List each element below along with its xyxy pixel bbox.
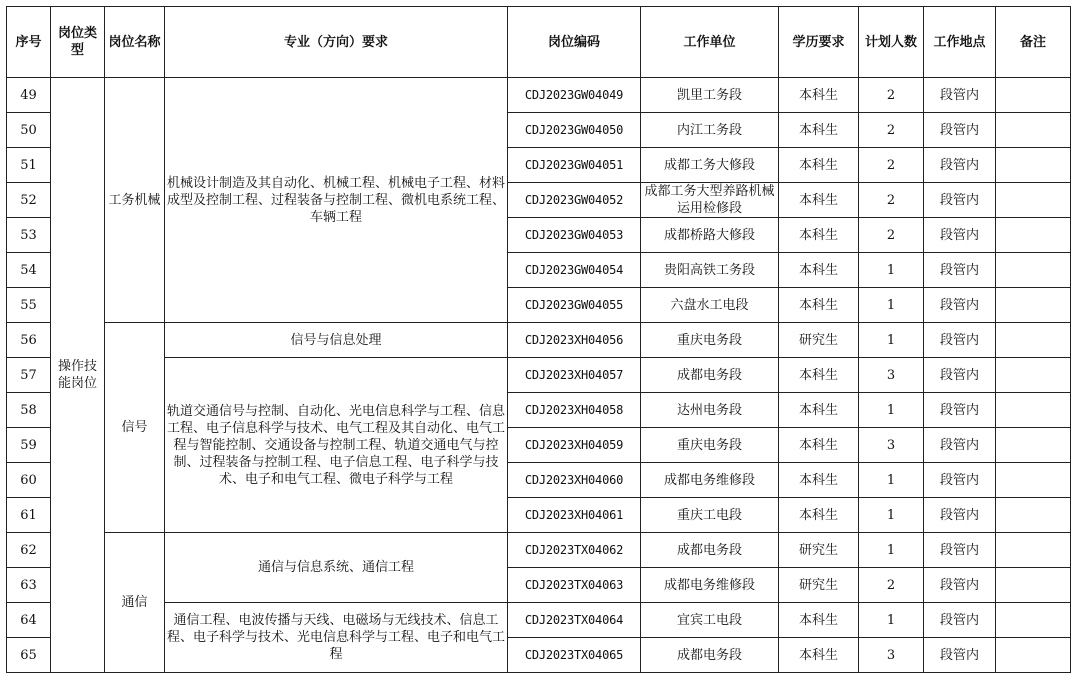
cell-count: 1 [859,603,924,638]
cell-location: 段管内 [924,183,996,218]
cell-education: 本科生 [779,393,859,428]
cell-remark [996,533,1071,568]
header-row [7,7,1071,78]
cell-unit: 贵阳高铁工务段 [641,253,779,288]
cell-location: 段管内 [924,638,996,673]
recruitment-table [6,6,1071,673]
cell-unit: 成都电务维修段 [641,463,779,498]
cell-count: 3 [859,358,924,393]
cell-education: 本科生 [779,218,859,253]
cell-education: 本科生 [779,148,859,183]
cell-seq: 58 [7,393,51,428]
cell-education: 本科生 [779,288,859,323]
cell-code: CDJ2023XH04057 [508,358,641,393]
cell-count: 3 [859,428,924,463]
cell-education: 本科生 [779,463,859,498]
cell-remark [996,323,1071,358]
cell-location: 段管内 [924,148,996,183]
cell-location: 段管内 [924,113,996,148]
cell-count: 3 [859,638,924,673]
header-count: 计划人数 [859,7,924,78]
cell-location: 段管内 [924,358,996,393]
table-row [7,358,1071,393]
cell-seq: 61 [7,498,51,533]
cell-post-name-xinhao: 信号 [105,323,165,533]
header-education: 学历要求 [779,7,859,78]
cell-code: CDJ2023XH04060 [508,463,641,498]
cell-seq: 59 [7,428,51,463]
cell-unit: 内江工务段 [641,113,779,148]
cell-seq: 56 [7,323,51,358]
cell-education: 研究生 [779,533,859,568]
cell-seq: 60 [7,463,51,498]
cell-unit: 重庆电务段 [641,428,779,463]
cell-seq: 64 [7,603,51,638]
cell-unit: 成都工务大型养路机械运用检修段 [641,183,779,218]
cell-code: CDJ2023GW04050 [508,113,641,148]
cell-education: 本科生 [779,428,859,463]
cell-count: 1 [859,288,924,323]
cell-count: 2 [859,568,924,603]
cell-remark [996,568,1071,603]
cell-major-gongwu: 机械设计制造及其自动化、机械工程、机械电子工程、材料成型及控制工程、过程装备与控制工程、微机电系统工程、车辆工程 [165,78,508,323]
cell-seq: 63 [7,568,51,603]
cell-code: CDJ2023TX04062 [508,533,641,568]
cell-count: 2 [859,78,924,113]
cell-unit: 成都电务段 [641,358,779,393]
cell-education: 研究生 [779,323,859,358]
cell-remark [996,603,1071,638]
cell-unit: 成都电务段 [641,533,779,568]
table-row [7,603,1071,638]
header-location: 工作地点 [924,7,996,78]
cell-education: 本科生 [779,113,859,148]
cell-code: CDJ2023GW04049 [508,78,641,113]
table-row [7,78,1071,113]
cell-seq: 51 [7,148,51,183]
cell-count: 2 [859,218,924,253]
cell-seq: 49 [7,78,51,113]
cell-unit: 成都工务大修段 [641,148,779,183]
cell-location: 段管内 [924,498,996,533]
cell-education: 研究生 [779,568,859,603]
cell-code: CDJ2023GW04052 [508,183,641,218]
cell-location: 段管内 [924,78,996,113]
cell-location: 段管内 [924,428,996,463]
cell-location: 段管内 [924,603,996,638]
cell-unit: 凯里工务段 [641,78,779,113]
cell-seq: 65 [7,638,51,673]
cell-code: CDJ2023XH04056 [508,323,641,358]
cell-unit: 宜宾工电段 [641,603,779,638]
cell-post-name-gongwu: 工务机械 [105,78,165,323]
cell-location: 段管内 [924,218,996,253]
cell-code: CDJ2023GW04051 [508,148,641,183]
cell-major-tongxin-b: 通信工程、电波传播与天线、电磁场与无线技术、信息工程、电子科学与技术、光电信息科学与工程、电子和电气工程 [165,603,508,673]
cell-remark [996,498,1071,533]
cell-seq: 52 [7,183,51,218]
cell-unit: 重庆电务段 [641,323,779,358]
cell-count: 1 [859,393,924,428]
cell-seq: 57 [7,358,51,393]
cell-education: 本科生 [779,638,859,673]
cell-code: CDJ2023GW04055 [508,288,641,323]
cell-remark [996,393,1071,428]
header-post-name: 岗位名称 [105,7,165,78]
header-major: 专业（方向）要求 [165,7,508,78]
cell-remark [996,288,1071,323]
cell-unit: 达州电务段 [641,393,779,428]
cell-location: 段管内 [924,463,996,498]
cell-major-xinhao-a: 信号与信息处理 [165,323,508,358]
cell-education: 本科生 [779,253,859,288]
cell-unit: 成都电务维修段 [641,568,779,603]
cell-location: 段管内 [924,533,996,568]
table-row [7,533,1071,568]
cell-education: 本科生 [779,358,859,393]
cell-major-xinhao-b: 轨道交通信号与控制、自动化、光电信息科学与工程、信息工程、电子信息科学与技术、电气工程及其自动化、电气工程与智能控制、交通设备与控制工程、轨道交通电气与控制、过程装备与控制工程、电子信息工程、电子科学与技术、电子和电气工程、微电子科学与工程 [165,358,508,533]
cell-seq: 55 [7,288,51,323]
cell-post-type: 操作技能岗位 [51,78,105,673]
header-seq: 序号 [7,7,51,78]
cell-code: CDJ2023TX04064 [508,603,641,638]
cell-location: 段管内 [924,393,996,428]
cell-location: 段管内 [924,323,996,358]
cell-count: 2 [859,148,924,183]
cell-unit: 成都桥路大修段 [641,218,779,253]
header-unit: 工作单位 [641,7,779,78]
cell-code: CDJ2023XH04058 [508,393,641,428]
header-code: 岗位编码 [508,7,641,78]
cell-unit: 六盘水工电段 [641,288,779,323]
cell-code: CDJ2023GW04054 [508,253,641,288]
cell-location: 段管内 [924,253,996,288]
cell-education: 本科生 [779,498,859,533]
cell-unit: 成都电务段 [641,638,779,673]
cell-education: 本科生 [779,183,859,218]
cell-major-tongxin-a: 通信与信息系统、通信工程 [165,533,508,603]
header-post-type: 岗位类型 [51,7,105,78]
cell-count: 2 [859,113,924,148]
cell-code: CDJ2023TX04065 [508,638,641,673]
cell-unit: 重庆工电段 [641,498,779,533]
cell-location: 段管内 [924,288,996,323]
cell-code: CDJ2023TX04063 [508,568,641,603]
cell-remark [996,218,1071,253]
cell-count: 1 [859,323,924,358]
cell-remark [996,148,1071,183]
cell-seq: 62 [7,533,51,568]
cell-remark [996,358,1071,393]
cell-count: 2 [859,183,924,218]
cell-remark [996,638,1071,673]
header-remark: 备注 [996,7,1071,78]
cell-remark [996,463,1071,498]
cell-code: CDJ2023GW04053 [508,218,641,253]
cell-remark [996,113,1071,148]
cell-education: 本科生 [779,603,859,638]
cell-count: 1 [859,253,924,288]
cell-seq: 50 [7,113,51,148]
cell-count: 1 [859,533,924,568]
cell-education: 本科生 [779,78,859,113]
cell-seq: 53 [7,218,51,253]
cell-remark [996,183,1071,218]
cell-post-name-tongxin: 通信 [105,533,165,673]
cell-seq: 54 [7,253,51,288]
cell-code: CDJ2023XH04059 [508,428,641,463]
cell-location: 段管内 [924,568,996,603]
cell-remark [996,78,1071,113]
cell-code: CDJ2023XH04061 [508,498,641,533]
cell-count: 1 [859,463,924,498]
cell-remark [996,428,1071,463]
table-row [7,323,1071,358]
cell-count: 1 [859,498,924,533]
cell-remark [996,253,1071,288]
